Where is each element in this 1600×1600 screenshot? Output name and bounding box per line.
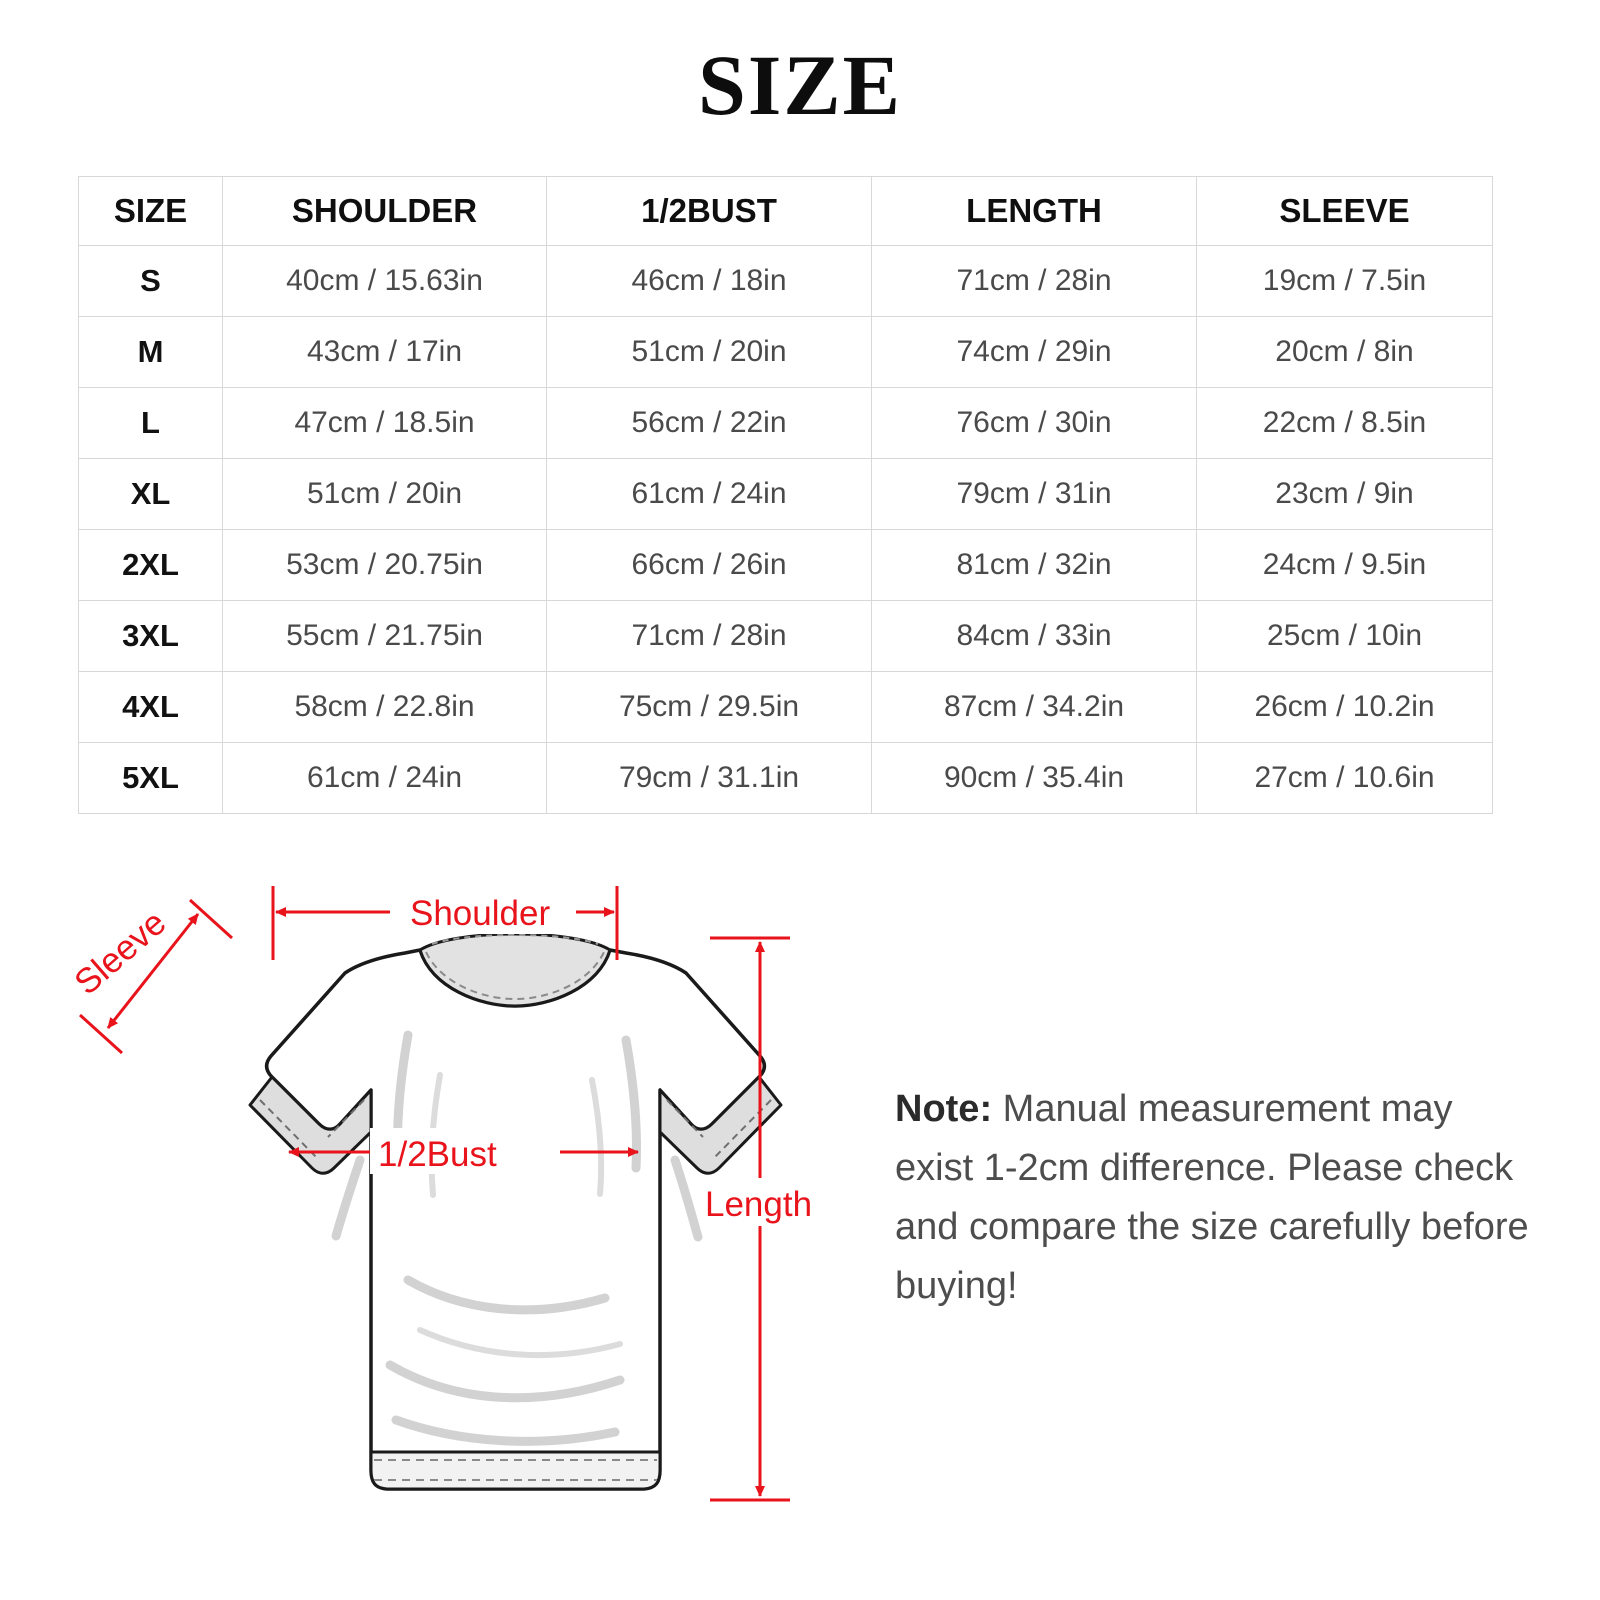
- table-row: [79, 601, 1493, 672]
- cell-bust: 46cm / 18in: [547, 246, 872, 317]
- sleeve-label: Sleeve: [67, 902, 174, 1003]
- cell-sleeve: 27cm / 10.6in: [1197, 743, 1493, 814]
- shoulder-label: Shoulder: [410, 894, 551, 933]
- cell-sleeve: 24cm / 9.5in: [1197, 530, 1493, 601]
- table-row: [79, 246, 1493, 317]
- cell-length: 84cm / 33in: [872, 601, 1197, 672]
- table-row: [79, 530, 1493, 601]
- note-body: Manual measurement may exist 1-2cm difference. Please check and compare the size carefully before buying!: [895, 1088, 1529, 1307]
- size-chart-table: [78, 176, 1493, 814]
- bust-label: 1/2Bust: [378, 1135, 497, 1174]
- column-header-length: LENGTH: [872, 177, 1197, 246]
- cell-bust: 71cm / 28in: [547, 601, 872, 672]
- cell-size: 3XL: [79, 601, 223, 672]
- cell-size: 5XL: [79, 743, 223, 814]
- cell-size: XL: [79, 459, 223, 530]
- cell-sleeve: 26cm / 10.2in: [1197, 672, 1493, 743]
- cell-length: 76cm / 30in: [872, 388, 1197, 459]
- note-text: [895, 1080, 1535, 1316]
- length-label: Length: [705, 1185, 813, 1224]
- cell-sleeve: 22cm / 8.5in: [1197, 388, 1493, 459]
- cell-size: 2XL: [79, 530, 223, 601]
- cell-sleeve: 25cm / 10in: [1197, 601, 1493, 672]
- cell-shoulder: 51cm / 20in: [223, 459, 547, 530]
- cell-shoulder: 61cm / 24in: [223, 743, 547, 814]
- cell-bust: 66cm / 26in: [547, 530, 872, 601]
- cell-size: M: [79, 317, 223, 388]
- page-title: SIZE: [697, 37, 903, 133]
- column-header-sleeve: SLEEVE: [1197, 177, 1493, 246]
- cell-size: L: [79, 388, 223, 459]
- cell-sleeve: 20cm / 8in: [1197, 317, 1493, 388]
- cell-length: 71cm / 28in: [872, 246, 1197, 317]
- cell-size: S: [79, 246, 223, 317]
- table-row: [79, 743, 1493, 814]
- table-header-row: [79, 177, 1493, 246]
- cell-shoulder: 55cm / 21.75in: [223, 601, 547, 672]
- cell-bust: 75cm / 29.5in: [547, 672, 872, 743]
- note-label: Note:: [895, 1088, 993, 1130]
- cell-size: 4XL: [79, 672, 223, 743]
- cell-length: 79cm / 31in: [872, 459, 1197, 530]
- column-header-shoulder: SHOULDER: [223, 177, 547, 246]
- cell-sleeve: 23cm / 9in: [1197, 459, 1493, 530]
- cell-shoulder: 43cm / 17in: [223, 317, 547, 388]
- tshirt-measurement-diagram: [60, 860, 860, 1560]
- table-row: [79, 459, 1493, 530]
- cell-shoulder: 40cm / 15.63in: [223, 246, 547, 317]
- table-row: [79, 317, 1493, 388]
- cell-bust: 61cm / 24in: [547, 459, 872, 530]
- cell-bust: 51cm / 20in: [547, 317, 872, 388]
- table-row: [79, 672, 1493, 743]
- cell-length: 81cm / 32in: [872, 530, 1197, 601]
- cell-shoulder: 53cm / 20.75in: [223, 530, 547, 601]
- table-row: [79, 388, 1493, 459]
- cell-length: 74cm / 29in: [872, 317, 1197, 388]
- cell-bust: 79cm / 31.1in: [547, 743, 872, 814]
- column-header-bust: 1/2BUST: [547, 177, 872, 246]
- column-header-size: SIZE: [79, 177, 223, 246]
- cell-bust: 56cm / 22in: [547, 388, 872, 459]
- cell-shoulder: 58cm / 22.8in: [223, 672, 547, 743]
- cell-sleeve: 19cm / 7.5in: [1197, 246, 1493, 317]
- cell-length: 90cm / 35.4in: [872, 743, 1197, 814]
- cell-shoulder: 47cm / 18.5in: [223, 388, 547, 459]
- cell-length: 87cm / 34.2in: [872, 672, 1197, 743]
